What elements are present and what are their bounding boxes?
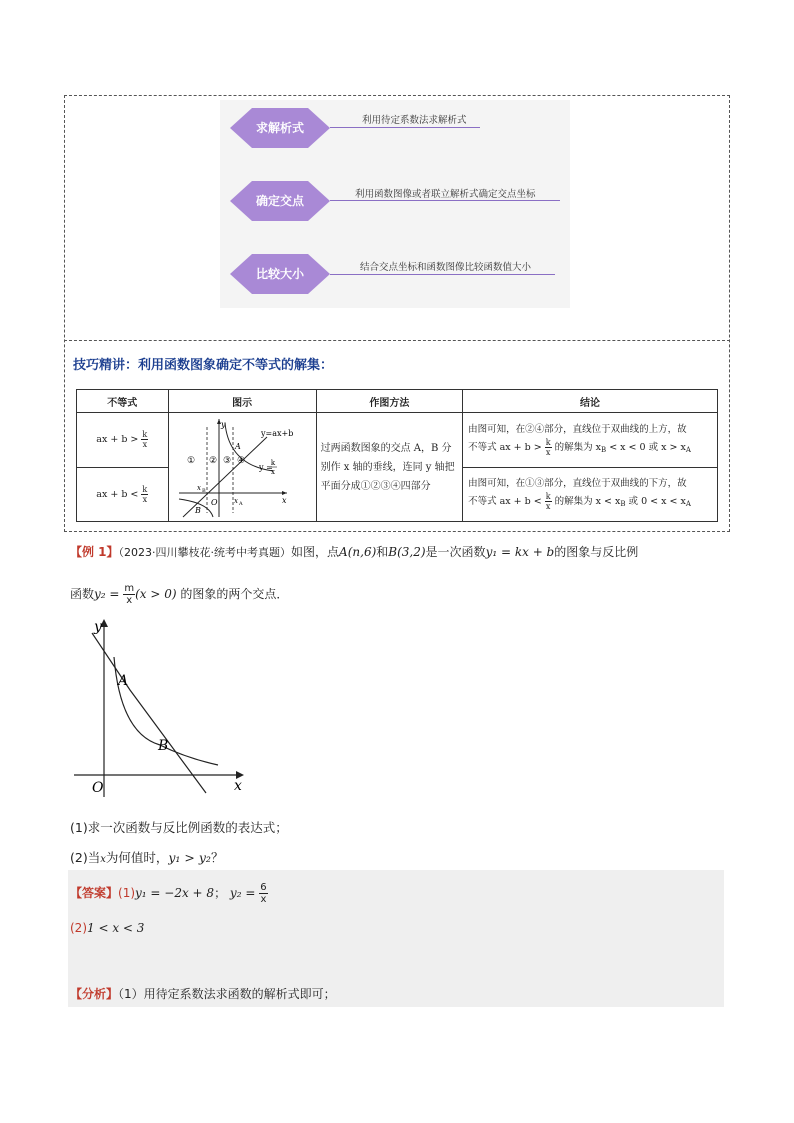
- header-diagram: 图示: [168, 390, 316, 413]
- flow-step-1-text: 利用待定系数法求解析式: [362, 115, 467, 126]
- svg-text:A: A: [238, 501, 243, 507]
- example-figure: [70, 615, 255, 800]
- svg-text:O: O: [92, 780, 104, 796]
- flow-line-1: [330, 127, 480, 128]
- question-1: (1)求一次函数与反比例函数的表达式；: [70, 820, 288, 835]
- inequality-less: ax + b < $\frac{k}{x}$: [77, 467, 169, 522]
- flow-step-1: [230, 108, 330, 148]
- inequality-greater: ax + b > $\frac{k}{x}$: [77, 413, 169, 468]
- svg-text:B: B: [158, 738, 169, 754]
- svg-text:②: ②: [208, 456, 217, 466]
- svg-text:①: ①: [186, 456, 195, 466]
- technique-divider: [64, 340, 730, 341]
- fraction-6-over-x: $\frac{6}{x}$: [260, 882, 267, 905]
- fraction-k-over-x: $\frac{k}{x}$: [142, 484, 148, 504]
- fraction-k-over-x: $\frac{k}{x}$: [142, 430, 148, 450]
- tips-title: 技巧精讲：利用函数图象确定不等式的解集：: [73, 358, 334, 373]
- method-text: 过两函数图象的交点 A，B 分别作 x 轴的垂线，连同 y 轴把平面分成①②③④四部分: [316, 413, 463, 522]
- conclusion-greater: 由图可知，在②④部分，直线位于双曲线的上方，故 不等式 ax + b > $\frac{k}{x}$ 的解集为 $x_B < x < 0$ 或 $x > x_A$: [463, 413, 718, 468]
- header-method: 作图方法: [316, 390, 463, 413]
- svg-text:A: A: [118, 673, 129, 689]
- svg-text:k: k: [270, 459, 275, 467]
- example-tag: 【例 1】: [70, 545, 119, 559]
- analysis-line: 【分析】（1）用待定系数法求函数的解析式即可；: [70, 987, 336, 1001]
- inequality-table: [76, 389, 718, 522]
- flow-step-3-text: 结合交点坐标和函数图像比较函数值大小: [360, 262, 532, 273]
- header-conclusion: 结论: [463, 390, 718, 413]
- svg-text:x: x: [281, 496, 287, 505]
- svg-text:x: x: [270, 468, 275, 476]
- svg-text:③: ③: [222, 456, 231, 466]
- flow-step-2: [230, 181, 330, 221]
- svg-text:y: y: [94, 619, 102, 635]
- question-2: (2)当x为何值时，y₁ > y₂？: [70, 850, 224, 865]
- svg-text:x: x: [233, 497, 238, 505]
- diagram-cell: [168, 413, 316, 522]
- fraction-k-over-x: $\frac{k}{x}$: [545, 492, 551, 512]
- flow-line-2: [330, 200, 560, 201]
- svg-text:y=ax+b: y=ax+b: [260, 429, 293, 438]
- example-line-1: 【例 1】（2023·四川攀枝花·统考中考真题）如图，点A(n,6)和B(3,2)是一次函数y₁ = kx + b的图象与反比例: [70, 545, 639, 559]
- flow-step-1-label: 求解析式: [255, 121, 304, 135]
- conclusion-less: 由图可知，在①③部分，直线位于双曲线的下方，故 不等式 ax + b < $\frac{k}{x}$ 的解集为 $x < x_B$ 或 $0 < x < x_A$: [463, 467, 718, 522]
- svg-text:x: x: [196, 484, 201, 492]
- flow-line-3: [330, 274, 555, 275]
- flow-step-3: [230, 254, 330, 294]
- answer-line-1: 【答案】(1)y₁ = −2x + 8； y₂ = $\frac{6}{x}$: [70, 882, 267, 905]
- flow-step-2-text: 利用函数图像或者联立解析式确定交点坐标: [355, 189, 536, 200]
- flow-step-2-label: 确定交点: [255, 194, 304, 208]
- svg-text:④: ④: [236, 456, 245, 466]
- answer-line-2: (2)1 < x < 3: [70, 921, 145, 935]
- svg-text:B: B: [201, 488, 206, 494]
- header-inequality: 不等式: [77, 390, 169, 413]
- hyperbola-line-diagram: [169, 413, 316, 521]
- svg-text:x: x: [234, 778, 242, 794]
- flow-step-3-label: 比较大小: [255, 267, 304, 281]
- svg-text:O: O: [210, 498, 218, 507]
- svg-text:A: A: [234, 442, 241, 451]
- svg-text:B: B: [194, 506, 201, 515]
- fraction-m-over-x: $\frac{m}{x}$: [124, 583, 135, 606]
- svg-text:y: y: [220, 420, 226, 429]
- example-line-2: 函数y₂ = $\frac{m}{x}$ (x > 0) 的图象的两个交点．: [70, 583, 289, 606]
- svg-text:y =: y =: [258, 463, 273, 472]
- fraction-k-over-x: $\frac{k}{x}$: [545, 437, 551, 457]
